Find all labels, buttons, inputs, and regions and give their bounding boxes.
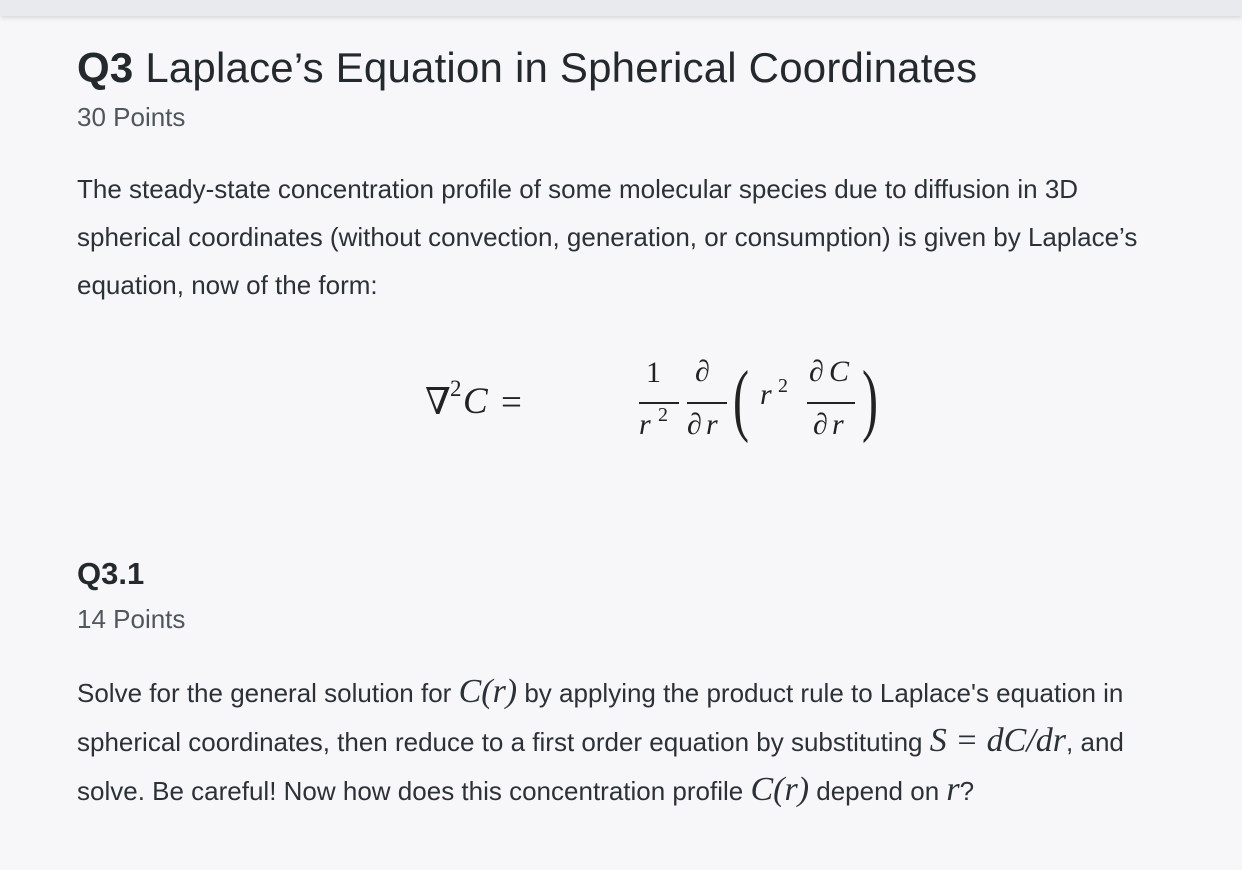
- frac3-denominator-r: r: [832, 408, 844, 441]
- math-c-of-r: C(r): [458, 673, 518, 710]
- top-bar: [0, 0, 1242, 16]
- frac1-numerator: 1: [646, 356, 661, 389]
- question-intro: The steady-state concentration profile of some molecular species due to diffusion in 3D spherical coordinates (without convection, generation, or consumption) is given by Laplace’s equation, now of the form:: [77, 174, 1138, 300]
- subquestion-text-2: by applying the product rule to Laplace's equation in spherical coordinates, then reduce to a first order equation by substituting: [77, 678, 1124, 757]
- question-number: Q3: [77, 44, 134, 91]
- right-paren: ): [862, 356, 878, 444]
- subquestion-text-5: ?: [959, 776, 975, 806]
- frac1-denominator-r: r: [639, 408, 651, 441]
- subquestion-text: [77, 668, 1187, 815]
- frac3-numerator-partial: ∂: [809, 355, 824, 388]
- r-squared-exp: 2: [778, 375, 788, 397]
- frac1-denominator-exp: 2: [658, 404, 668, 426]
- math-c-of-r-2: C(r): [750, 771, 810, 808]
- subquestion-text-1: Solve for the general solution for: [77, 678, 459, 708]
- left-paren: (: [733, 356, 749, 444]
- equals-sign: =: [501, 382, 522, 423]
- frac2-denominator-partial: ∂: [687, 408, 702, 441]
- subquestion-text-4: depend on: [809, 776, 947, 806]
- frac3-numerator-c: C: [829, 355, 850, 388]
- math-substitution: S = dC/dr: [929, 722, 1067, 759]
- r-squared-base: r: [760, 378, 772, 411]
- subquestion-number: Q3.1: [77, 556, 145, 591]
- laplace-equation: [425, 350, 878, 460]
- frac2-denominator-r: r: [706, 408, 718, 441]
- subquestion-points: 14 Points: [77, 604, 186, 634]
- math-r: r: [946, 771, 960, 808]
- subquestion-text-3: , and solve. Be careful! Now how does this concentration profile: [77, 727, 1124, 806]
- question-title: [77, 44, 977, 92]
- nabla-superscript: 2: [450, 376, 462, 401]
- nabla-symbol: ∇: [425, 382, 451, 423]
- frac2-numerator: ∂: [695, 355, 710, 388]
- question-title-text: Laplace’s Equation in Spherical Coordinates: [145, 44, 978, 91]
- frac3-bar: [807, 402, 855, 404]
- frac3-denominator-partial: ∂: [813, 408, 828, 441]
- lhs-variable-c: C: [463, 381, 488, 422]
- question-points: 30 Points: [77, 102, 186, 132]
- frac2-bar: [687, 402, 727, 404]
